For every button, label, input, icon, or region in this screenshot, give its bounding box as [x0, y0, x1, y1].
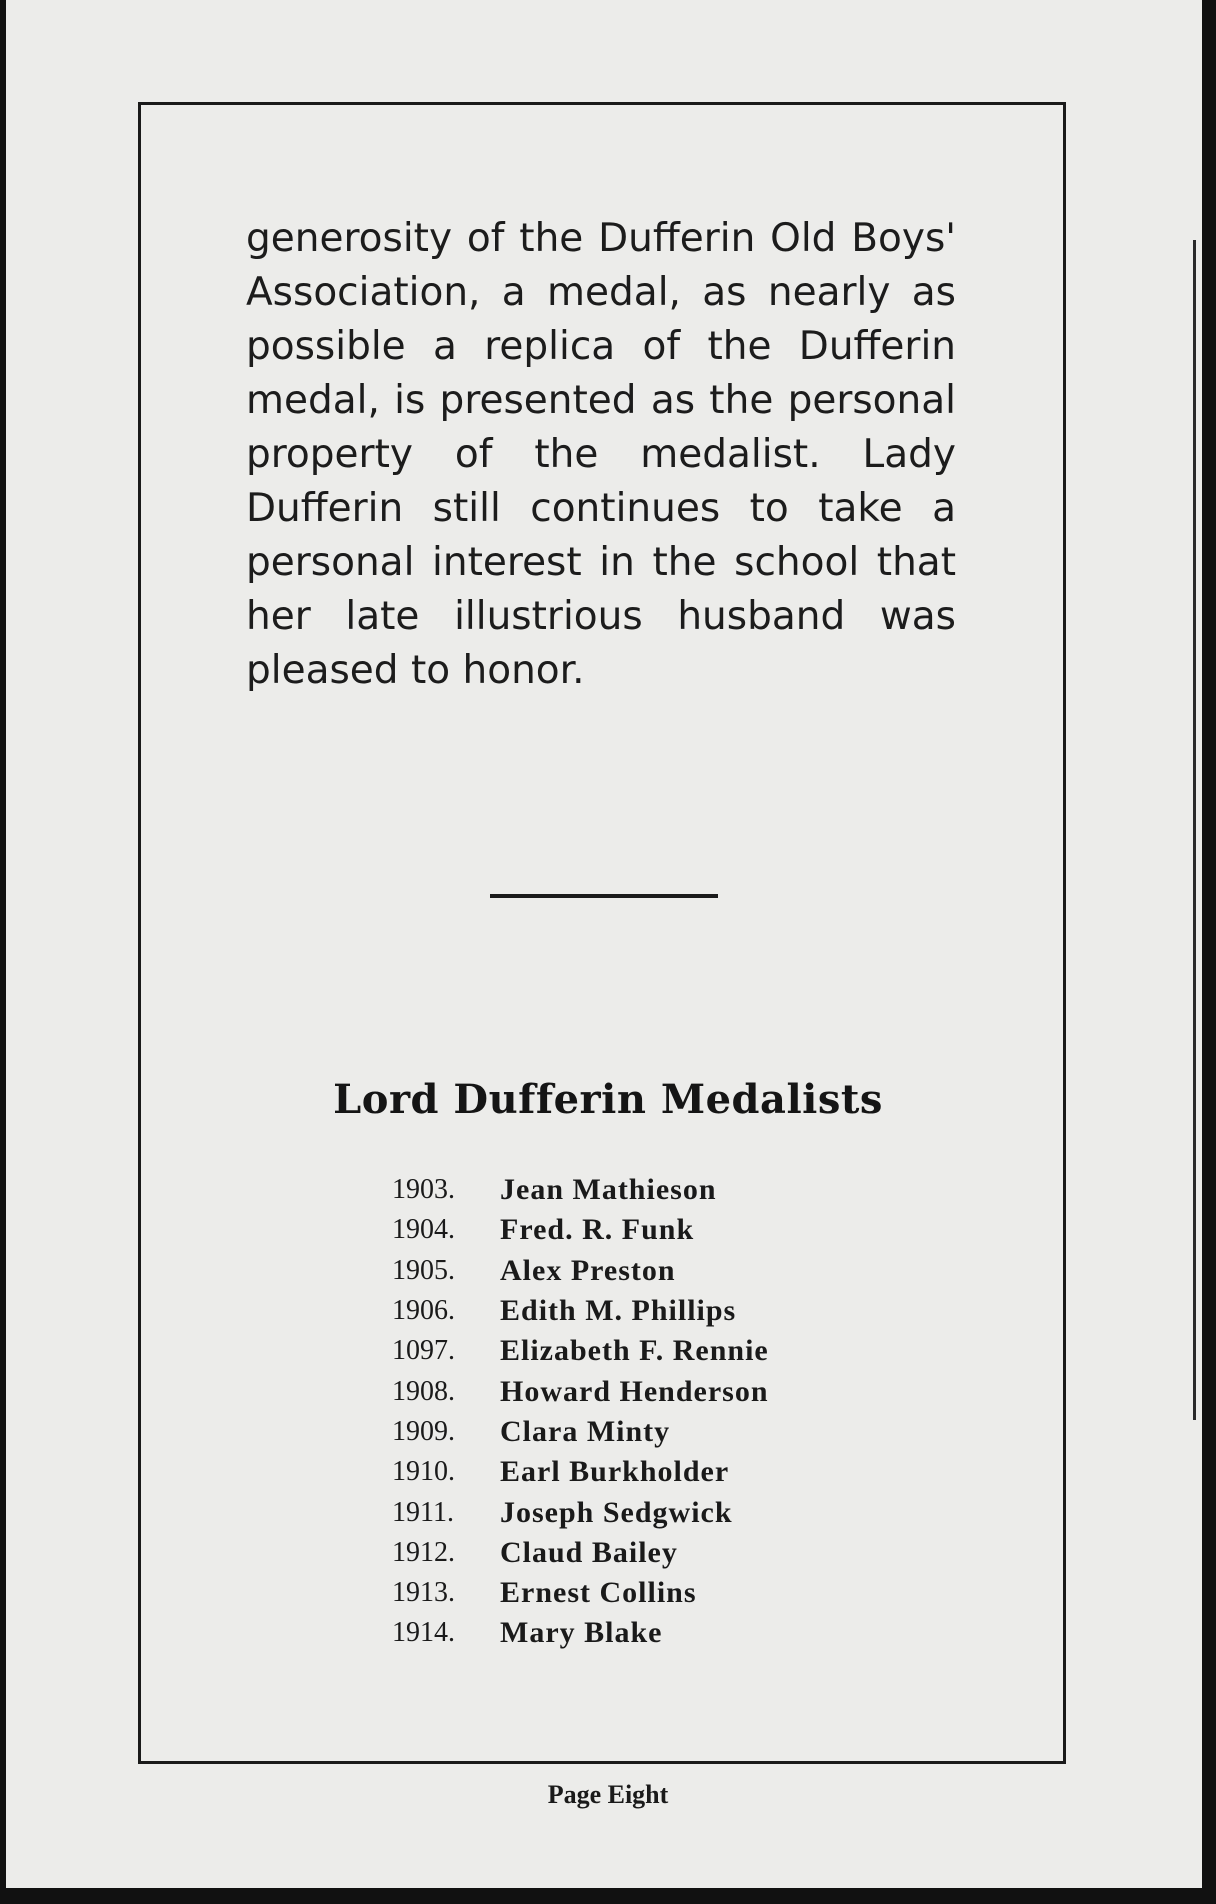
list-item — [392, 1412, 769, 1452]
list-item — [392, 1291, 769, 1331]
list-item — [392, 1533, 769, 1573]
medalist-name: Elizabeth F. Rennie — [500, 1334, 769, 1368]
medalist-year: 1913. — [392, 1577, 455, 1609]
medalist-name: Claud Bailey — [500, 1535, 678, 1569]
list-item — [392, 1452, 769, 1492]
list-item — [392, 1210, 769, 1250]
medalist-name: Jean Mathieson — [500, 1173, 717, 1207]
medalist-year: 1906. — [392, 1295, 455, 1327]
medalist-year: 1097. — [392, 1335, 455, 1367]
list-item — [392, 1251, 769, 1291]
page-edge-shadow — [1193, 240, 1196, 1420]
medalists-heading: Lord Dufferin Medalists — [333, 1076, 883, 1123]
medalist-name: Alex Preston — [500, 1253, 676, 1287]
medalist-name: Earl Burkholder — [500, 1455, 730, 1489]
section-divider — [490, 894, 718, 898]
medalist-year: 1903. — [392, 1174, 455, 1206]
medalist-name: Edith M. Phillips — [500, 1294, 737, 1328]
medalist-year: 1911. — [392, 1496, 454, 1528]
page-number: Page Eight — [547, 1780, 669, 1809]
list-item — [392, 1371, 769, 1411]
medalists-list — [392, 1170, 769, 1654]
medalist-year: 1909. — [392, 1415, 455, 1447]
medalist-year: 1904. — [392, 1214, 455, 1246]
medalist-name: Ernest Collins — [500, 1576, 697, 1610]
list-item — [392, 1613, 769, 1653]
medalist-name: Howard Henderson — [500, 1374, 769, 1408]
medalist-year: 1908. — [392, 1375, 455, 1407]
medalist-name: Clara Minty — [500, 1414, 671, 1448]
medalist-name: Mary Blake — [500, 1616, 663, 1650]
medalist-year: 1910. — [392, 1456, 455, 1488]
medalist-year: 1905. — [392, 1254, 455, 1286]
list-item — [392, 1573, 769, 1613]
list-item — [392, 1170, 769, 1210]
list-item — [392, 1492, 769, 1532]
medalist-name: Fred. R. Funk — [500, 1213, 695, 1247]
medalist-year: 1912. — [392, 1536, 455, 1568]
medalist-name: Joseph Sedgwick — [500, 1495, 733, 1529]
medalist-year: 1914. — [392, 1617, 455, 1649]
body-paragraph: generosity of the Dufferin Old Boys' Association, a medal, as nearly as possible a replica of the Dufferin medal, is presented as the personal property of the medalist. Lady Dufferin still continues to take a personal interest in the school that her late illustrious husband was pleased to honor. — [246, 216, 956, 693]
list-item — [392, 1331, 769, 1371]
